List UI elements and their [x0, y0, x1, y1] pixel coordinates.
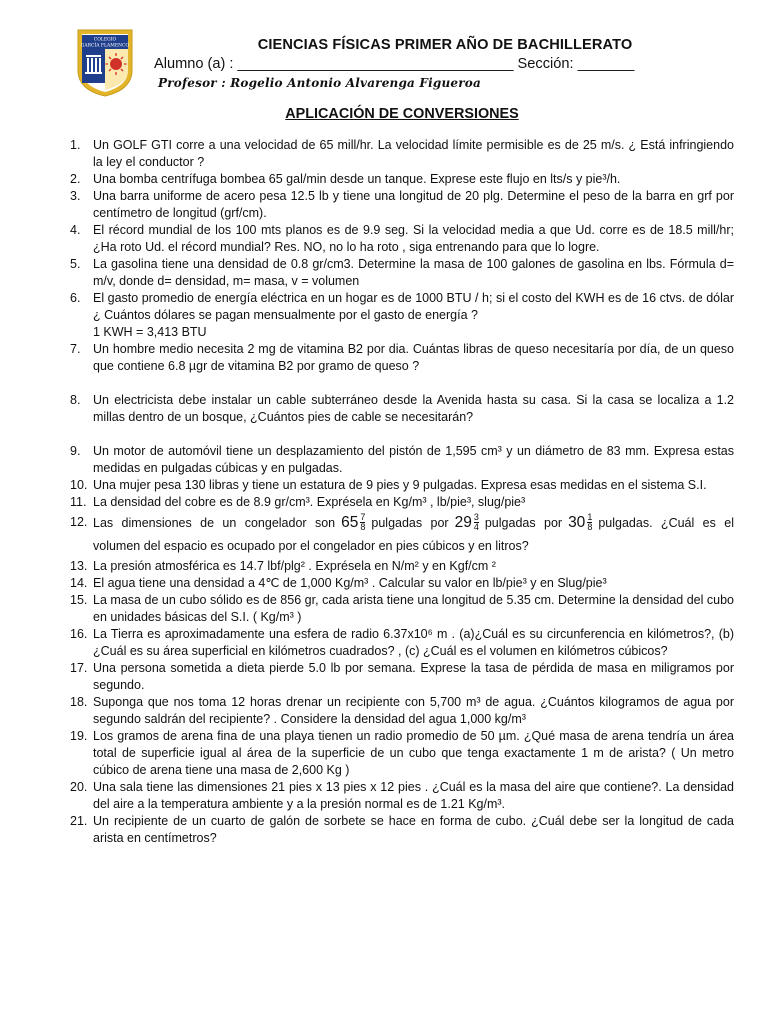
problem-text: Un electricista debe instalar un cable subterráneo desde la Avenida hasta su casa. Si la casa se localiza a 1.2 millas dentro de un bosque, ¿Cuántos pies de cable se necesitarán?: [93, 393, 734, 424]
problem-number: 11.: [70, 495, 87, 509]
problem-text: La gasolina tiene una densidad de 0.8 gr/cm3. Determine la masa de 100 galones de gasolina en lbs. Fórmula d= m/v, donde d= densidad, m= masa, v = volumen: [93, 257, 734, 288]
crest-text-name: GARCÍA FLAMENCO: [80, 43, 130, 49]
problem-number: 12.: [70, 515, 88, 529]
problem-text: La masa de un cubo sólido es de 856 gr, cada arista tiene una longitud de 5.35 cm. Determine la densidad del cubo en unidades básicas del S.I. ( Kg/m³ ): [93, 593, 734, 624]
problem-number: 13.: [70, 559, 88, 573]
depth-fraction: [587, 513, 592, 532]
problem-number: 2.: [70, 172, 81, 186]
problem-item: [70, 171, 734, 188]
problem-item: [70, 341, 734, 375]
problem-text: Una mujer pesa 130 libras y tiene un estatura de 9 pies y 9 pulgadas. Expresa esas medidas en el sistema S.I.: [93, 478, 707, 492]
problem-item: [70, 779, 734, 813]
width-whole: 65: [341, 514, 359, 531]
problem-item: [70, 222, 734, 256]
problem-number: 20.: [70, 780, 88, 794]
problem-item: [70, 477, 734, 494]
problem-text: Un recipiente de un cuarto de galón de sorbete se hace en forma de cubo. ¿Cuál debe ser la longitud de cada arista en centímetros?: [93, 814, 734, 845]
problem-text: El agua tiene una densidad a 4℃ de 1,000 Kg/m³ . Calcular su valor en lb/pie³ y en Slug/pie³: [93, 576, 607, 590]
depth-whole: 30: [568, 514, 586, 531]
problem-item: [70, 290, 734, 341]
problem-number: 7.: [70, 342, 81, 356]
problem-number: 5.: [70, 257, 81, 271]
height-whole: 29: [454, 514, 472, 531]
fraction-numerator: 1: [587, 512, 593, 522]
student-name-line: Alumno (a) : __________________________________ Sección: _______: [154, 56, 635, 72]
problem-number: 14.: [70, 576, 88, 590]
problem-number: 16.: [70, 627, 88, 641]
problem-item: [70, 813, 734, 847]
problem-number: 4.: [70, 223, 81, 237]
course-title: CIENCIAS FÍSICAS PRIMER AÑO DE BACHILLERATO: [257, 37, 633, 53]
problem-number: 8.: [70, 393, 81, 407]
problem-text: Suponga que nos toma 12 horas drenar un recipiente con 5,700 m³ de agua. ¿Cuántos kilogramos de agua por segundo saldrán del recipiente? . Considere la densidad del agua 1,000 kg/m³: [93, 695, 734, 726]
problem-item: [70, 626, 734, 660]
width-fraction: [360, 513, 365, 532]
problem-text: Una sala tiene las dimensiones 21 pies x 13 pies x 12 pies . ¿Cuál es la masa del aire que contiene?. La densidad del aire a la temperatura ambiente y a la presión normal es de 1.21 Kg/m³.: [93, 780, 734, 811]
problem-text: Un motor de automóvil tiene un desplazamiento del pistón de 1,595 cm³ y un diámetro de 83 mm. Expresa estas medidas en pulgadas cúbicas y en pulgadas.: [93, 444, 734, 475]
problem-number: 9.: [70, 444, 81, 458]
height-fraction: [474, 513, 479, 532]
problem-item: [70, 137, 734, 171]
problem-number: 1.: [70, 138, 81, 152]
problem-text: El récord mundial de los 100 mts planos es de 9.9 seg. Si la velocidad media a que Ud. corre es de 18.5 mill/hr; ¿Ha roto Ud. el récord mundial? Res. NO, no lo ha roto , siga entrenando para que lo logre.: [93, 223, 734, 254]
fraction-denominator: 8: [360, 522, 366, 532]
problem-text: La Tierra es aproximadamente una esfera de radio 6.37x10⁶ m . (a)¿Cuál es su circunferencia en kilómetros?, (b) ¿Cuál es su área superficial en kilómetros cuadrados? , (c) ¿Cuál es el volumen en kilómetros cúbicos?: [93, 627, 734, 658]
fraction-denominator: 8: [587, 522, 593, 532]
problem-number: 17.: [70, 661, 88, 675]
problem-number: 6.: [70, 291, 81, 305]
problem-number: 18.: [70, 695, 88, 709]
problem-item: [70, 511, 734, 558]
problem-text: Una bomba centrífuga bombea 65 gal/min desde un tanque. Exprese este flujo en lts/s y pie³/h.: [93, 172, 621, 186]
problem-text: Una barra uniforme de acero pesa 12.5 lb y tiene una longitud de 20 plg. Determine el peso de la barra en grf por centímetro de longitud (grf/cm).: [93, 189, 734, 220]
problem-item: [70, 694, 734, 728]
fraction-numerator: 3: [473, 512, 479, 522]
problem-number: 3.: [70, 189, 81, 203]
problem-item: [70, 728, 734, 779]
problem-text: Un hombre medio necesita 2 mg de vitamina B2 por dia. Cuántas libras de queso necesitaría por día, de un queso que contiene 6.8 µgr de vitamina B2 por gramo de queso ?: [93, 342, 734, 373]
problem-item: [70, 592, 734, 626]
problem-item: [70, 392, 734, 426]
problem-text: pulgadas. ¿Cuál es el volumen del espacio es ocupado por el congelador en pies cúbicos y en litros?: [93, 516, 734, 553]
problem-number: 10.: [70, 478, 88, 492]
problem-item: [70, 494, 734, 511]
problem-note: 1 KWH = 3,413 BTU: [93, 325, 207, 339]
problem-item: [70, 256, 734, 290]
fraction-denominator: 4: [473, 522, 479, 532]
problem-text: pulgadas por: [484, 516, 563, 530]
worksheet-subtitle: APLICACIÓN DE CONVERSIONES: [285, 106, 519, 122]
problem-text: Los gramos de arena fina de una playa tienen un radio promedio de 50 µm. ¿Qué masa de arena tendría un área total de superficie igual al área de la superficie de un cubo que tenga exactamente 1 m de arista? ( Un metro cúbico de arena tiene una masa de 2,600 Kg ): [93, 729, 734, 777]
problem-item: [70, 575, 734, 592]
problem-text: El gasto promedio de energía eléctrica en un hogar es de 1000 BTU / h; si el costo del KWH es de 16 ctvs. de dólar ¿ Cuántos dólares se pagan mensualmente por el gasto de energía ?: [93, 291, 734, 322]
problem-text: La densidad del cobre es de 8.9 gr/cm³. Exprésela en Kg/m³ , lb/pie³, slug/pie³: [93, 495, 526, 509]
fraction-numerator: 7: [360, 512, 366, 522]
problem-number: 15.: [70, 593, 88, 607]
professor-name: Profesor : Rogelio Antonio Alvarenga Figueroa: [158, 76, 481, 90]
problem-text: Una persona sometida a dieta pierde 5.0 lb por semana. Exprese la tasa de pérdida de masa en miligramos por segundo.: [93, 661, 734, 692]
problem-item: [70, 558, 734, 575]
problem-item: [70, 660, 734, 694]
problem-item: [70, 443, 734, 477]
problem-text: Las dimensiones de un congelador son: [93, 516, 336, 530]
problem-number: 19.: [70, 729, 88, 743]
problem-text: La presión atmosférica es 14.7 lbf/plg² . Exprésela en N/m² y en Kgf/cm ²: [93, 559, 496, 573]
problem-item: [70, 188, 734, 222]
problem-number: 21.: [70, 814, 88, 828]
problem-list: [70, 137, 734, 847]
problem-text: pulgadas por: [371, 516, 449, 530]
crest-text-top: COLEGIO: [93, 37, 117, 43]
problem-text: Un GOLF GTI corre a una velocidad de 65 mill/hr. La velocidad límite permisible es de 25 m/s. ¿ Está infringiendo la ley el conductor ?: [93, 138, 734, 169]
